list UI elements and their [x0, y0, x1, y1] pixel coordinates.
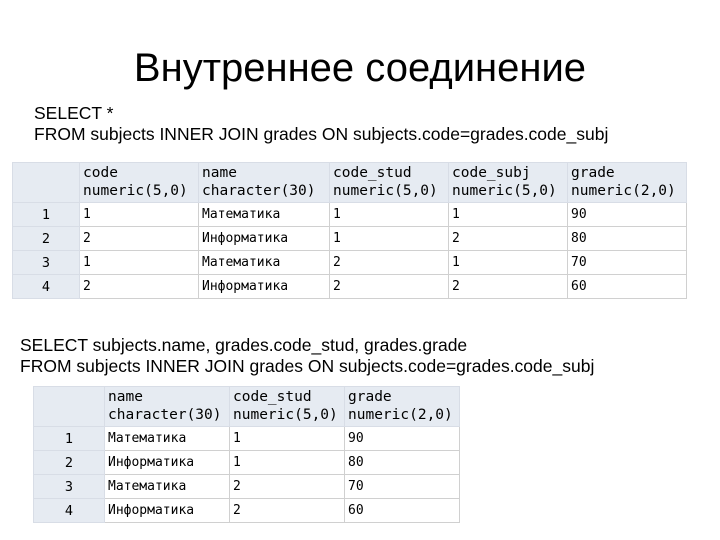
sql-query-2-line-2: FROM subjects INNER JOIN grades ON subjects.code=grades.code_subj	[20, 356, 595, 376]
table-cell[interactable]: 70	[568, 251, 687, 275]
table-cell[interactable]: Математика	[199, 203, 330, 227]
row-number[interactable]: 4	[34, 499, 105, 523]
table-cell[interactable]: 90	[568, 203, 687, 227]
column-name: grade	[348, 389, 392, 405]
column-header-code-stud[interactable]	[330, 163, 449, 203]
table-cell[interactable]: Информатика	[105, 499, 230, 523]
sql-query-1-line-1: SELECT *	[34, 103, 114, 123]
column-header-name[interactable]	[105, 387, 230, 427]
column-header-grade[interactable]	[345, 387, 460, 427]
table-cell[interactable]: Информатика	[199, 275, 330, 299]
table-cell[interactable]: 60	[568, 275, 687, 299]
column-type: character(30)	[108, 407, 222, 423]
table-cell[interactable]: 80	[345, 451, 460, 475]
row-number-header	[13, 163, 80, 203]
table-cell[interactable]: Информатика	[199, 227, 330, 251]
table-cell[interactable]: 1	[449, 203, 568, 227]
sql-query-1	[34, 103, 608, 145]
row-number[interactable]: 3	[34, 475, 105, 499]
table-row[interactable]	[34, 475, 460, 499]
table-cell[interactable]: 90	[345, 427, 460, 451]
table-cell[interactable]: 1	[330, 227, 449, 251]
table-cell[interactable]: 2	[330, 251, 449, 275]
table-cell[interactable]: Математика	[105, 427, 230, 451]
column-name: code_subj	[452, 165, 531, 181]
column-type: numeric(5,0)	[83, 183, 188, 199]
table-row[interactable]	[13, 203, 687, 227]
table-cell[interactable]: 2	[230, 475, 345, 499]
column-name: code_stud	[233, 389, 312, 405]
table-cell[interactable]: 2	[80, 227, 199, 251]
row-number[interactable]: 2	[13, 227, 80, 251]
result-grid-2	[33, 386, 460, 523]
table-row[interactable]	[13, 251, 687, 275]
table-cell[interactable]: 2	[330, 275, 449, 299]
column-name: code_stud	[333, 165, 412, 181]
table-cell[interactable]: 80	[568, 227, 687, 251]
column-header-code[interactable]	[80, 163, 199, 203]
row-number[interactable]: 2	[34, 451, 105, 475]
sql-query-2	[20, 335, 594, 377]
table-cell[interactable]: 2	[449, 227, 568, 251]
result-grid-1-header-row	[13, 163, 687, 203]
table-cell[interactable]: 2	[449, 275, 568, 299]
table-cell[interactable]: Математика	[199, 251, 330, 275]
table-cell[interactable]: 1	[449, 251, 568, 275]
column-type: numeric(2,0)	[571, 183, 676, 199]
table-cell[interactable]: 1	[230, 451, 345, 475]
column-type: numeric(5,0)	[233, 407, 338, 423]
result-grid-1	[12, 162, 687, 299]
table-cell[interactable]: 2	[230, 499, 345, 523]
sql-query-1-line-2: FROM subjects INNER JOIN grades ON subjects.code=grades.code_subj	[34, 124, 609, 144]
sql-query-2-line-1: SELECT subjects.name, grades.code_stud, grades.grade	[20, 335, 468, 355]
table-row[interactable]	[13, 227, 687, 251]
column-name: name	[108, 389, 143, 405]
row-number-header	[34, 387, 105, 427]
table-cell[interactable]: 70	[345, 475, 460, 499]
page-title: Внутреннее соединение	[133, 46, 587, 90]
table-cell[interactable]: 60	[345, 499, 460, 523]
column-header-grade[interactable]	[568, 163, 687, 203]
table-cell[interactable]: Математика	[105, 475, 230, 499]
result-grid-2-header-row	[34, 387, 460, 427]
column-type: character(30)	[202, 183, 316, 199]
column-type: numeric(5,0)	[452, 183, 557, 199]
table-row[interactable]	[34, 427, 460, 451]
table-row[interactable]	[34, 499, 460, 523]
column-name: code	[83, 165, 118, 181]
column-header-code-stud[interactable]	[230, 387, 345, 427]
row-number[interactable]: 1	[34, 427, 105, 451]
table-row[interactable]	[34, 451, 460, 475]
row-number[interactable]: 4	[13, 275, 80, 299]
table-cell[interactable]: 2	[80, 275, 199, 299]
table-cell[interactable]: Информатика	[105, 451, 230, 475]
table-row[interactable]	[13, 275, 687, 299]
table-cell[interactable]: 1	[330, 203, 449, 227]
table-cell[interactable]: 1	[80, 251, 199, 275]
column-type: numeric(2,0)	[348, 407, 453, 423]
row-number[interactable]: 1	[13, 203, 80, 227]
column-type: numeric(5,0)	[333, 183, 438, 199]
table-cell[interactable]: 1	[80, 203, 199, 227]
column-name: grade	[571, 165, 615, 181]
row-number[interactable]: 3	[13, 251, 80, 275]
column-header-name[interactable]	[199, 163, 330, 203]
table-cell[interactable]: 1	[230, 427, 345, 451]
column-header-code-subj[interactable]	[449, 163, 568, 203]
column-name: name	[202, 165, 237, 181]
